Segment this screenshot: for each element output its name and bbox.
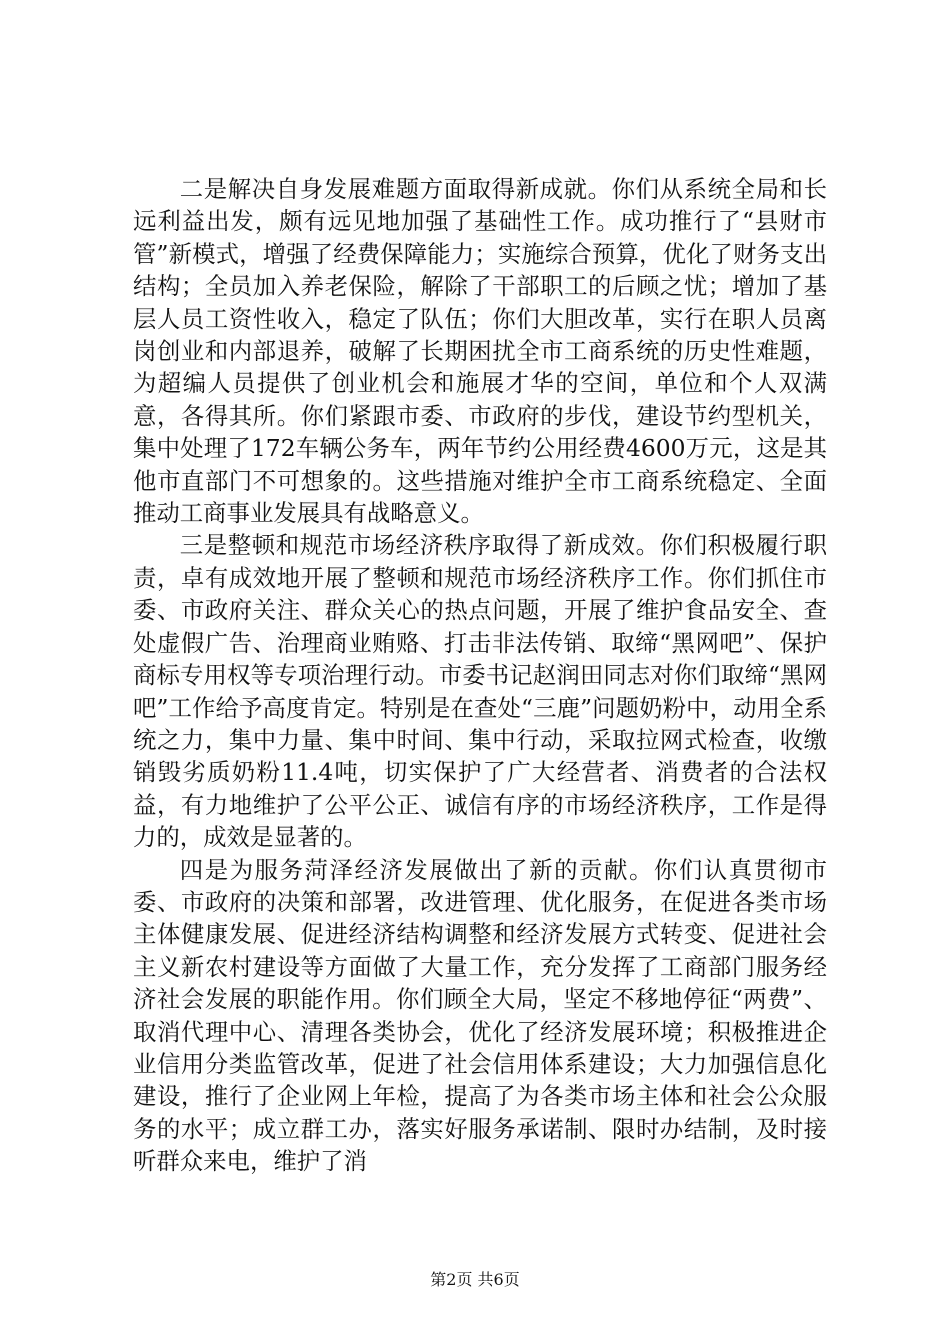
paragraph-2: 二是解决自身发展难题方面取得新成就。你们从系统全局和长远利益出发，颇有远见地加强了基础性工作。成功推行了“县财市管”新模式，增强了经费保障能力；实施综合预算，优化了财务支出结构；全员加入养老保险，解除了干部职工的后顾之忧；增加了基层人员工资性收入，稳定了队伍；你们大胆改革，实行在职人员离岗创业和内部退养，破解了长期困扰全市工商系统的历史性难题，为超编人员提供了创业机会和施展才华的空间，单位和个人双满意，各得其所。你们紧跟市委、市政府的步伐，建设节约型机关，集中处理了172车辆公务车，两年节约公用经费4600万元，这是其他市直部门不可想象的。这些措施对维护全市工商系统稳定、全面推动工商事业发展具有战略意义。 <box>133 175 827 528</box>
document-body <box>133 173 827 1178</box>
paragraph-4: 四是为服务菏泽经济发展做出了新的贡献。你们认真贯彻市委、市政府的决策和部署，改进管理、优化服务，在促进各类市场主体健康发展、促进经济结构调整和经济发展方式转变、促进社会主义新农村建设等方面做了大量工作，充分发挥了工商部门服务经济社会发展的职能作用。你们顾全大局，坚定不移地停征“两费”、取消代理中心、清理各类协会，优化了经济发展环境；积极推进企业信用分类监管改革，促进了社会信用体系建设；大力加强信息化建设，推行了企业网上年检，提高了为各类市场主体和社会公众服务的水平；成立群工办，落实好服务承诺制、限时办结制，及时接听群众来电，维护了消 <box>133 855 827 1176</box>
page-number-footer: 第2页 共6页 <box>430 1270 520 1289</box>
paragraph-3: 三是整顿和规范市场经济秩序取得了新成效。你们积极履行职责，卓有成效地开展了整顿和规范市场经济秩序工作。你们抓住市委、市政府关注、群众关心的热点问题，开展了维护食品安全、查处虚假广告、治理商业贿赂、打击非法传销、取缔“黑网吧”、保护商标专用权等专项治理行动。市委书记赵润田同志对你们取缔“黑网吧”工作给予高度肯定。特别是在查处“三鹿”问题奶粉中，动用全系统之力，集中力量、集中时间、集中行动，采取拉网式检查，收缴销毁劣质奶粉11.4吨，切实保护了广大经营者、消费者的合法权益，有力地维护了公平公正、诚信有序的市场经济秩序，工作是得力的，成效是显著的。 <box>133 531 827 852</box>
